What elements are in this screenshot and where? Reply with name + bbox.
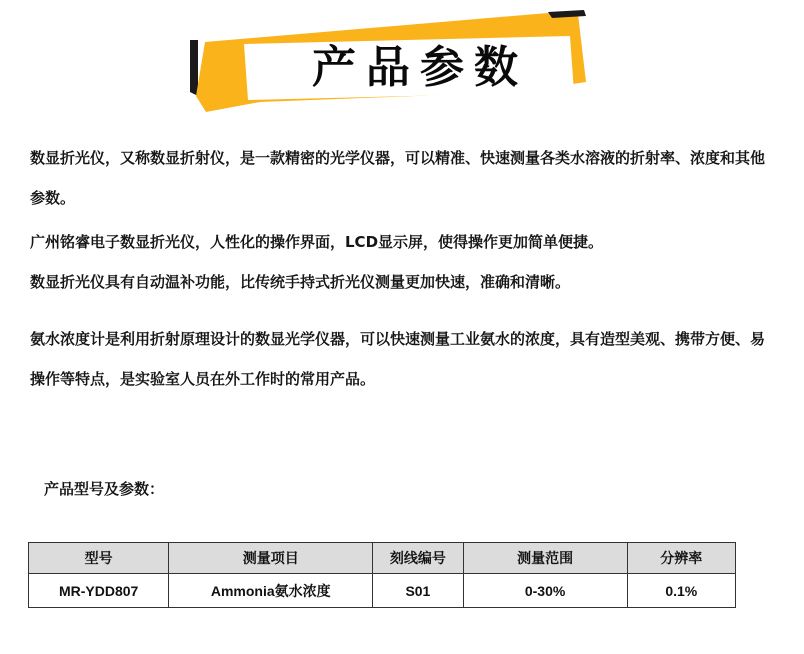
cell-model: MR-YDD807 [29, 574, 169, 608]
banner-dark-stripe-right [548, 10, 586, 18]
intro-paragraph-1: 数显折光仪，又称数显折射仪，是一款精密的光学仪器，可以精准、快速测量各类水溶液的折射率、浓度和其他参数。 [30, 149, 766, 207]
intro-paragraph-2: 广州铭睿电子数显折光仪，人性化的操作界面，LCD显示屏，使得操作更加简单便捷。 [30, 233, 604, 251]
cell-range: 0-30% [463, 574, 627, 608]
cell-measurement-item: Ammonia氨水浓度 [169, 574, 373, 608]
table-header-row [29, 543, 736, 574]
column-header-measurement-item: 测量项目 [169, 543, 373, 574]
column-header-model: 型号 [29, 543, 169, 574]
specs-table [28, 542, 736, 608]
column-header-range: 测量范围 [463, 543, 627, 574]
specs-heading: 产品型号及参数： [44, 480, 165, 498]
column-header-scale-number: 刻线编号 [373, 543, 463, 574]
intro-paragraph-4: 氨水浓度计是利用折射原理设计的数显光学仪器，可以快速测量工业氨水的浓度，具有造型美观、携带方便、易操作等特点，是实验室人员在外工作时的常用产品。 [30, 330, 766, 388]
cell-scale-number: S01 [373, 574, 463, 608]
table-row [29, 574, 736, 608]
column-header-resolution: 分辨率 [627, 543, 735, 574]
banner-dark-stripe-left [190, 40, 198, 96]
intro-paragraph-3: 数显折光仪具有自动温补功能，比传统手持式折光仪测量更加快速，准确和清晰。 [30, 273, 571, 291]
page-title: 产品参数 [312, 42, 528, 93]
cell-resolution: 0.1% [627, 574, 735, 608]
title-banner [0, 0, 804, 130]
